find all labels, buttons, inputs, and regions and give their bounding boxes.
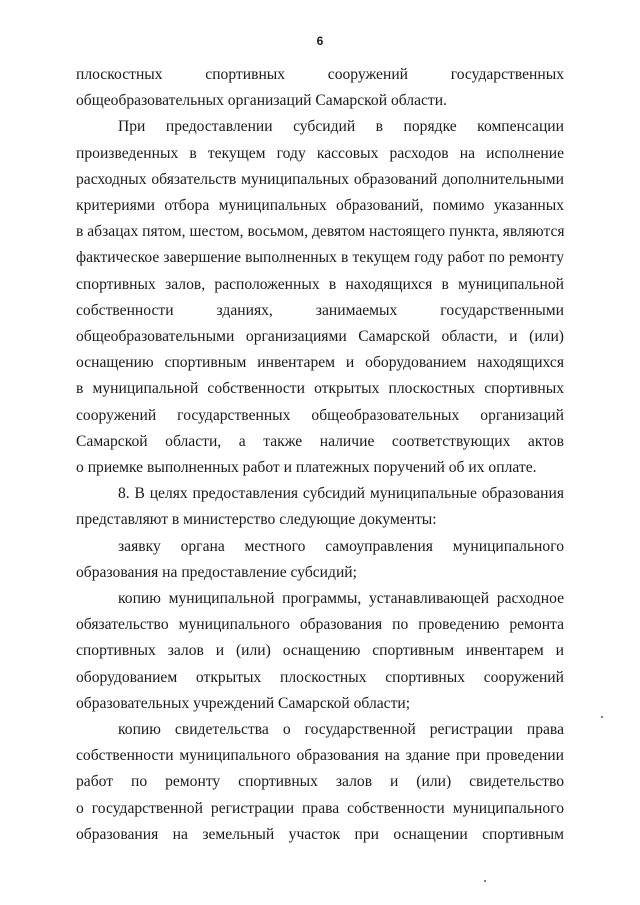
text-line: копию свидетельства о государственной регистрации права bbox=[118, 721, 564, 739]
paragraph bbox=[76, 534, 564, 586]
text-line: представляют в министерство следующие документы: bbox=[76, 511, 437, 529]
text-line: образования на земельный участок при оснащении спортивным bbox=[76, 825, 564, 843]
page-number: 6 bbox=[316, 34, 324, 48]
text-line: обязательство муниципального образования по проведению ремонта bbox=[76, 616, 564, 634]
text-line: расходных обязательств муниципальных образований дополнительными bbox=[76, 170, 564, 188]
text-line: о приемке выполненных работ и платежных поручений об их оплате. bbox=[76, 459, 537, 477]
text-line: общеобразовательными организациями Самарской области, и (или) bbox=[76, 328, 564, 346]
text-line: собственности зданиях, занимаемых государственными bbox=[76, 301, 564, 319]
scan-speck bbox=[484, 880, 486, 882]
text-line: фактическое завершение выполненных в текущем году работ по ремонту bbox=[76, 249, 564, 267]
text-line: образования на предоставление субсидий; bbox=[76, 563, 357, 581]
text-line: плоскостных спортивных сооружений государственных bbox=[76, 66, 564, 83]
text-line: оснащению спортивным инвентарем и оборудованием находящихся bbox=[76, 354, 564, 372]
text-line: спортивных залов, расположенных в находящихся в муниципальной bbox=[76, 275, 564, 293]
text-line: о государственной регистрации права собственности муниципального bbox=[76, 799, 564, 817]
paragraph bbox=[76, 586, 564, 717]
text-line: копию муниципальной программы, устанавливающей расходное bbox=[118, 590, 564, 608]
text-line: в абзацах пятом, шестом, восьмом, девятом настоящего пункта, являются bbox=[76, 223, 565, 241]
text-line: критериями отбора муниципальных образований, помимо указанных bbox=[76, 197, 564, 215]
paragraph bbox=[76, 481, 564, 533]
text-line: оборудованием открытых плоскостных спортивных сооружений bbox=[76, 668, 564, 686]
text-line: 8. В целях предоставления субсидий муниципальные образования bbox=[118, 485, 564, 503]
text-line: в муниципальной собственности открытых плоскостных спортивных bbox=[76, 380, 564, 398]
paragraph bbox=[76, 62, 564, 114]
text-line: Самарской области, а также наличие соответствующих актов bbox=[76, 432, 564, 450]
document-body bbox=[76, 62, 564, 848]
paragraph bbox=[76, 114, 564, 481]
text-line: При предоставлении субсидий в порядке компенсации bbox=[118, 118, 564, 136]
paragraph bbox=[76, 717, 564, 848]
text-line: заявку органа местного самоуправления муниципального bbox=[118, 537, 564, 555]
scan-speck bbox=[601, 716, 603, 718]
text-line: спортивных залов и (или) оснащению спортивным инвентарем и bbox=[76, 642, 564, 660]
text-line: общеобразовательных организаций Самарской области. bbox=[76, 92, 447, 110]
text-line: образовательных учреждений Самарской области; bbox=[76, 694, 411, 712]
text-line: собственности муниципального образования на здание при проведении bbox=[76, 747, 564, 765]
text-line: произведенных в текущем году кассовых расходов на исполнение bbox=[76, 144, 564, 162]
text-line: работ по ремонту спортивных залов и (или) свидетельство bbox=[76, 773, 564, 791]
text-line: сооружений государственных общеобразовательных организаций bbox=[76, 406, 564, 424]
